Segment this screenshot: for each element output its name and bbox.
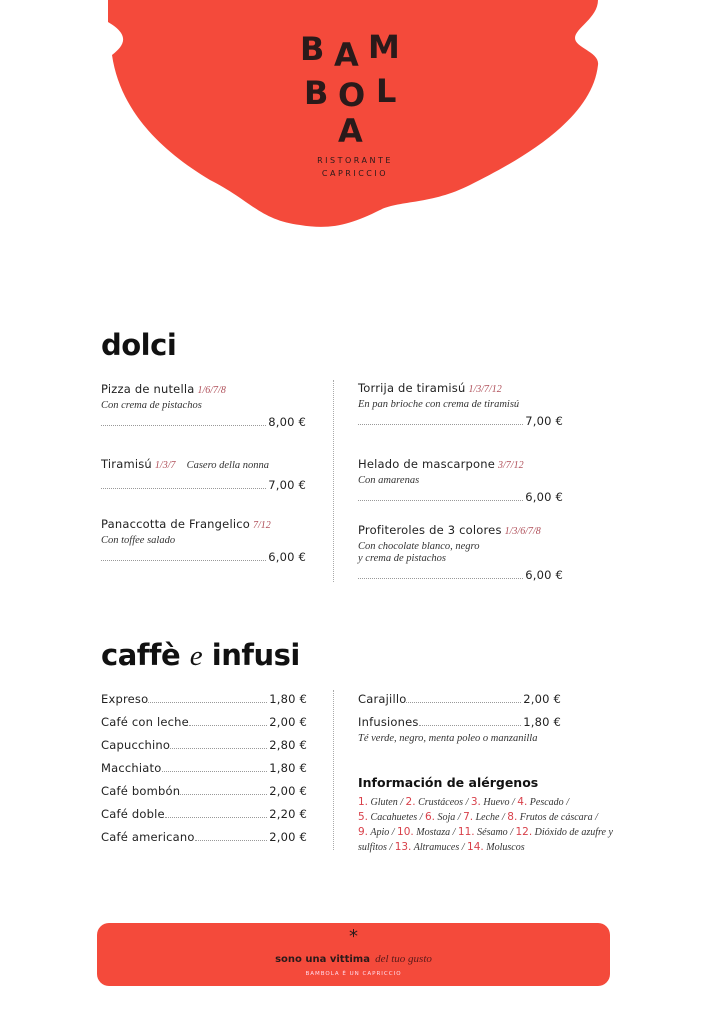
- menu-item: Tiramisú 1/3/7 Casero della nonna 7,00 €: [101, 457, 306, 492]
- svg-text:B: B: [304, 74, 329, 112]
- allergen-entry: 7. Leche /: [463, 811, 508, 823]
- footer-small-text: BAMBOLA È UN CAPRICCIO: [305, 971, 402, 977]
- menu-item: [101, 830, 307, 844]
- item-price: 2,00 €: [269, 784, 307, 798]
- menu-item: [101, 715, 307, 729]
- menu-item: Carajillo 2,00 €: [358, 692, 561, 706]
- caffe-list-left: [101, 692, 307, 844]
- allergen-entry: 5. Cacahuetes /: [358, 811, 425, 823]
- section-title-caffe: caffè e infusi: [101, 638, 300, 672]
- item-name: Café con leche: [101, 715, 189, 729]
- asterisk-icon: *: [349, 926, 358, 947]
- header-logo-blob: [0, 0, 707, 240]
- item-price: 1,80 €: [269, 692, 307, 706]
- item-name: Capucchino: [101, 738, 171, 752]
- column-divider: [333, 380, 334, 582]
- menu-item: Pizza de nutella 1/6/7/8 Con crema de pistachos 8,00 €: [101, 382, 306, 429]
- allergen-entry: 2. Crustáceos /: [405, 796, 471, 808]
- allergen-entry: 14. Moluscos: [467, 841, 525, 853]
- item-name: Café doble: [101, 807, 165, 821]
- allergen-entry: 13. Altramuces /: [394, 841, 468, 853]
- item-price: 2,20 €: [269, 807, 307, 821]
- svg-text:M: M: [368, 28, 400, 66]
- menu-item: [101, 784, 307, 798]
- allergen-entry: 8. Frutos de cáscara /: [507, 811, 598, 823]
- column-divider: [333, 690, 334, 850]
- menu-item: [101, 738, 307, 752]
- item-price: 1,80 €: [269, 761, 307, 775]
- menu-item: Panaccotta de Frangelico 7/12 Con toffee salado 6,00 €: [101, 517, 306, 564]
- allergen-info: Información de alérgenos 1. Gluten / 2. Crustáceos / 3. Huevo / 4. Pescado / 5. Cacahuetes / 6. Soja / 7. Leche / 8. Frutos de cáscara / 9. Apio / 10. Mostaza / 11. Sésamo / 12. Dióxido de azufre y sulfitos / 13. Altramuces / 14. Moluscos: [358, 775, 613, 853]
- allergen-entry: 6. Soja /: [424, 811, 464, 823]
- item-name: Café americano: [101, 830, 195, 844]
- menu-item: [101, 692, 307, 706]
- menu-item: [101, 807, 307, 821]
- footer-banner: [97, 923, 610, 986]
- menu-item: Helado de mascarpone 3/7/12 Con amarenas 6,00 €: [358, 457, 563, 504]
- allergen-entry: 1. Gluten /: [358, 796, 406, 808]
- allergen-entry: 4. Pescado /: [517, 796, 569, 808]
- allergen-entry: 9. Apio /: [358, 826, 398, 838]
- item-price: 2,00 €: [269, 830, 307, 844]
- item-name: Macchiato: [101, 761, 162, 775]
- menu-item: Infusiones 1,80 €: [358, 715, 561, 729]
- menu-item: Torrija de tiramisú 1/3/7/12 En pan brioche con crema de tiramisú 7,00 €: [358, 381, 563, 428]
- caffe-list-right: Carajillo 2,00 € Infusiones 1,80 € Té verde, negro, menta poleo o manzanilla: [358, 692, 561, 744]
- allergen-entry: 12. Dióxido de azufre y sulfitos /: [358, 826, 613, 853]
- brand-subtitle-2: CAPRICCIO: [321, 169, 389, 178]
- section-title-dolci: dolci: [101, 328, 177, 362]
- item-name: Expreso: [101, 692, 149, 706]
- allergen-entry: 11. Sésamo /: [457, 826, 516, 838]
- item-price: 2,80 €: [269, 738, 307, 752]
- item-name: Café bombón: [101, 784, 181, 798]
- item-price: 2,00 €: [269, 715, 307, 729]
- svg-text:O: O: [338, 76, 366, 114]
- brand-subtitle-1: RISTORANTE: [317, 156, 393, 165]
- allergen-entry: 3. Huevo /: [470, 796, 518, 808]
- footer-tagline: sono una vittima del tuo gusto: [275, 953, 432, 965]
- menu-item: [101, 761, 307, 775]
- svg-text:A: A: [338, 112, 363, 150]
- svg-text:A: A: [334, 36, 359, 74]
- svg-text:B: B: [300, 30, 325, 68]
- svg-text:L: L: [376, 72, 397, 110]
- allergen-entry: 10. Mostaza /: [397, 826, 458, 838]
- menu-item: Profiteroles de 3 colores 1/3/6/7/8 Con chocolate blanco, negro y crema de pistachos 6,00 €: [358, 523, 563, 582]
